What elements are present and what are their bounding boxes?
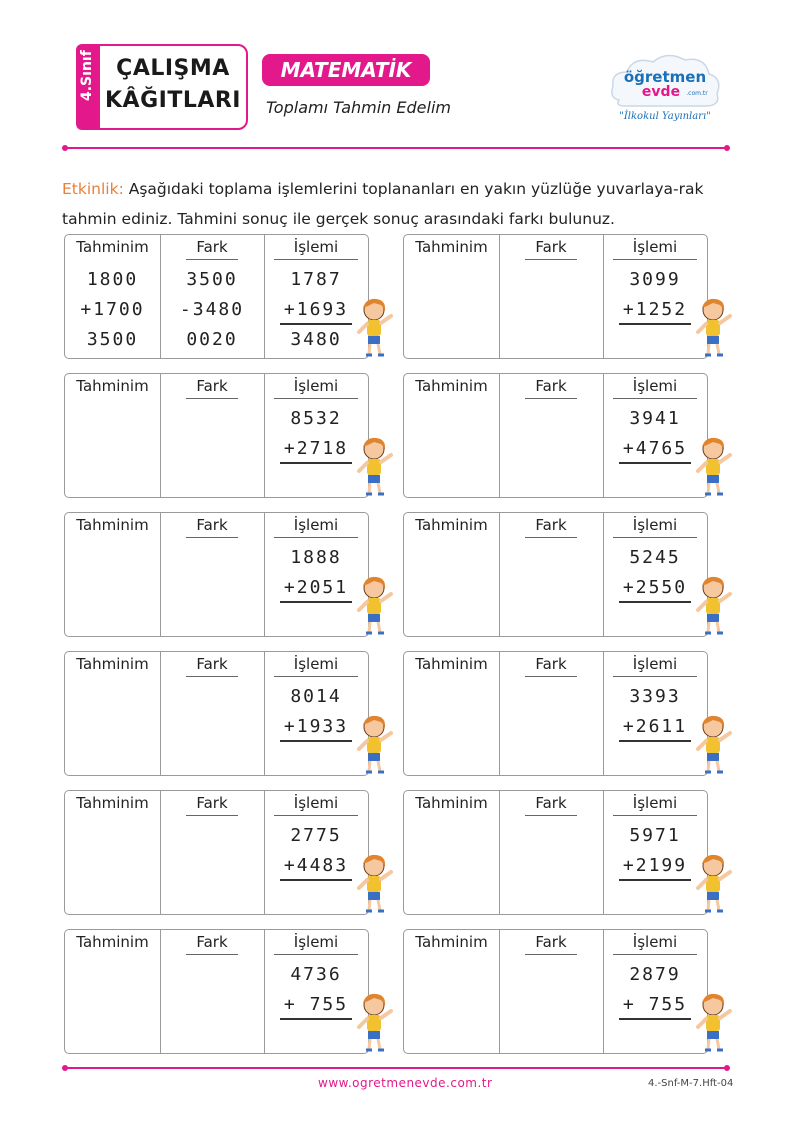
operation-addend-2: + 755 — [622, 994, 688, 1015]
header-underline — [274, 815, 358, 816]
sum-line — [280, 1018, 352, 1020]
column-header-estimate: Tahminim — [76, 377, 149, 395]
operation-addend-2: +4483 — [283, 855, 349, 876]
difference-minuend[interactable]: 3500 — [186, 269, 238, 290]
column-header-estimate: Tahminim — [415, 655, 488, 673]
operation-column — [603, 652, 707, 775]
estimate-column — [404, 513, 500, 636]
operation-addend-1: 2879 — [629, 964, 681, 985]
operation-column — [603, 513, 707, 636]
instruction-body: Aşağıdaki toplama işlemlerini toplananları en yakın yüzlüğe yuvarlaya-rak tahmin ediniz. Tahmini sonuç ile gerçek sonuç arasındaki farkı bulunuz. — [62, 180, 704, 228]
estimate-column — [65, 235, 161, 358]
operation-addend-1: 8014 — [290, 686, 342, 707]
operation-addend-1: 1888 — [290, 547, 342, 568]
logo-sub-text: evde — [641, 84, 681, 100]
difference-column — [160, 652, 265, 775]
operation-column — [603, 791, 707, 914]
header-underline — [186, 259, 238, 260]
column-header-operation: İşlemi — [632, 933, 678, 951]
header-underline — [525, 398, 577, 399]
child-mascot-icon — [354, 713, 394, 775]
operation-addend-2: +2718 — [283, 438, 349, 459]
sum-line — [280, 323, 352, 325]
operation-column — [603, 374, 707, 497]
logo-main-text: öğretmen — [623, 68, 707, 86]
column-header-estimate: Tahminim — [415, 516, 488, 534]
operation-column — [264, 235, 368, 358]
header-underline — [525, 259, 577, 260]
column-header-operation: İşlemi — [632, 794, 678, 812]
column-header-estimate: Tahminim — [76, 238, 149, 256]
exercise-card — [403, 929, 708, 1054]
estimate-column — [65, 652, 161, 775]
header-underline — [274, 954, 358, 955]
operation-addend-1: 5971 — [629, 825, 681, 846]
header-underline — [613, 954, 697, 955]
estimate-column — [404, 374, 500, 497]
operation-column — [603, 930, 707, 1053]
difference-column — [499, 791, 604, 914]
column-header-difference: Fark — [196, 794, 228, 812]
sum-line — [619, 462, 691, 464]
sum-line — [280, 740, 352, 742]
sum-line — [619, 323, 691, 325]
child-mascot-icon — [693, 435, 733, 497]
column-header-estimate: Tahminim — [76, 933, 149, 951]
column-header-difference: Fark — [535, 377, 567, 395]
cloud-icon — [605, 48, 725, 128]
column-header-estimate: Tahminim — [76, 794, 149, 812]
estimate-column — [404, 930, 500, 1053]
exercise-card — [403, 651, 708, 776]
logo-tagline: "İlkokul Yayınları" — [619, 111, 711, 122]
column-header-difference: Fark — [535, 794, 567, 812]
operation-addend-2: +2611 — [622, 716, 688, 737]
operation-addend-1: 2775 — [290, 825, 342, 846]
difference-column — [160, 235, 265, 358]
estimate-sum[interactable]: 3500 — [86, 329, 139, 350]
child-mascot-icon — [354, 296, 394, 358]
operation-addend-1: 1787 — [290, 269, 342, 290]
header-underline — [274, 259, 358, 260]
column-header-estimate: Tahminim — [76, 655, 149, 673]
difference-column — [160, 374, 265, 497]
sum-line — [619, 740, 691, 742]
column-header-estimate: Tahminim — [415, 794, 488, 812]
divider-dot — [724, 1065, 730, 1071]
operation-column — [264, 374, 368, 497]
operation-result[interactable]: 3480 — [290, 329, 342, 350]
difference-column — [499, 235, 604, 358]
child-mascot-icon — [354, 435, 394, 497]
column-header-operation: İşlemi — [293, 655, 339, 673]
operation-addend-1: 4736 — [290, 964, 342, 985]
difference-column — [499, 513, 604, 636]
header-underline — [525, 815, 577, 816]
operation-addend-1: 3099 — [629, 269, 681, 290]
child-mascot-icon — [354, 574, 394, 636]
column-header-difference: Fark — [196, 238, 228, 256]
operation-column — [264, 791, 368, 914]
exercise-card — [64, 512, 369, 637]
header-underline — [186, 676, 238, 677]
operation-addend-2: +1252 — [622, 299, 688, 320]
column-header-estimate: Tahminim — [415, 377, 488, 395]
column-header-estimate: Tahminim — [415, 933, 488, 951]
header-underline — [186, 954, 238, 955]
column-header-operation: İşlemi — [632, 238, 678, 256]
instruction-text — [62, 174, 726, 234]
grade-label: 4.Sınıf — [79, 50, 95, 101]
sum-line — [280, 879, 352, 881]
difference-column — [499, 652, 604, 775]
difference-subtrahend[interactable]: -3480 — [179, 299, 245, 320]
operation-addend-2: +1693 — [283, 299, 349, 320]
column-header-operation: İşlemi — [293, 377, 339, 395]
column-header-operation: İşlemi — [293, 238, 339, 256]
operation-column — [264, 930, 368, 1053]
column-header-operation: İşlemi — [632, 377, 678, 395]
column-header-operation: İşlemi — [293, 516, 339, 534]
estimate-addend-1[interactable]: 1800 — [86, 269, 139, 290]
child-mascot-icon — [693, 296, 733, 358]
difference-column — [499, 374, 604, 497]
header-underline — [274, 537, 358, 538]
operation-addend-2: +2199 — [622, 855, 688, 876]
column-header-operation: İşlemi — [632, 516, 678, 534]
header-underline — [525, 954, 577, 955]
header-underline — [613, 259, 697, 260]
estimate-column — [404, 652, 500, 775]
estimate-column — [65, 374, 161, 497]
exercise-card — [403, 234, 708, 359]
publisher-logo — [605, 48, 725, 128]
footer-url: www.ogretmenevde.com.tr — [318, 1076, 493, 1090]
operation-addend-1: 5245 — [629, 547, 681, 568]
sum-line — [280, 462, 352, 464]
estimate-column — [65, 791, 161, 914]
operation-addend-2: +2550 — [622, 577, 688, 598]
estimate-column — [65, 513, 161, 636]
operation-addend-1: 3941 — [629, 408, 681, 429]
operation-addend-2: +2051 — [283, 577, 349, 598]
exercise-card — [403, 373, 708, 498]
logo-domain-text: .com.tr — [686, 90, 708, 97]
divider-dot — [62, 145, 68, 151]
operation-column — [264, 513, 368, 636]
difference-column — [160, 930, 265, 1053]
header-underline — [613, 676, 697, 677]
column-header-operation: İşlemi — [293, 933, 339, 951]
sum-line — [619, 1018, 691, 1020]
header-divider — [66, 147, 726, 149]
header-underline — [186, 815, 238, 816]
column-header-difference: Fark — [535, 655, 567, 673]
title-line-2: KÂĞITLARI — [105, 88, 241, 113]
column-header-difference: Fark — [196, 377, 228, 395]
column-header-difference: Fark — [535, 238, 567, 256]
child-mascot-icon — [693, 991, 733, 1053]
estimate-column — [404, 235, 500, 358]
subject-badge: MATEMATİK — [262, 54, 430, 86]
footer-divider — [66, 1067, 726, 1069]
operation-column — [603, 235, 707, 358]
child-mascot-icon — [354, 991, 394, 1053]
header-underline — [186, 537, 238, 538]
operation-addend-1: 3393 — [629, 686, 681, 707]
exercise-card — [64, 929, 369, 1054]
difference-column — [160, 791, 265, 914]
header-underline — [274, 676, 358, 677]
column-header-difference: Fark — [196, 655, 228, 673]
operation-addend-1: 8532 — [290, 408, 342, 429]
divider-dot — [724, 145, 730, 151]
child-mascot-icon — [693, 713, 733, 775]
divider-dot — [62, 1065, 68, 1071]
header-underline — [613, 398, 697, 399]
exercise-card — [64, 234, 369, 359]
column-header-difference: Fark — [196, 516, 228, 534]
column-header-estimate: Tahminim — [76, 516, 149, 534]
difference-column — [160, 513, 265, 636]
child-mascot-icon — [693, 852, 733, 914]
child-mascot-icon — [693, 574, 733, 636]
difference-column — [499, 930, 604, 1053]
sum-line — [619, 879, 691, 881]
child-mascot-icon — [354, 852, 394, 914]
exercise-card — [64, 651, 369, 776]
column-header-operation: İşlemi — [632, 655, 678, 673]
exercise-card — [403, 512, 708, 637]
column-header-difference: Fark — [196, 933, 228, 951]
header-underline — [186, 398, 238, 399]
instruction-label: Etkinlik: — [62, 180, 124, 198]
column-header-estimate: Tahminim — [415, 238, 488, 256]
operation-addend-2: +4765 — [622, 438, 688, 459]
estimate-column — [404, 791, 500, 914]
column-header-operation: İşlemi — [293, 794, 339, 812]
exercise-card — [403, 790, 708, 915]
header-underline — [274, 398, 358, 399]
footer-code: 4.-Snf-M-7.Hft-04 — [648, 1078, 734, 1089]
column-header-difference: Fark — [535, 516, 567, 534]
page-subtitle: Toplamı Tahmin Edelim — [266, 98, 451, 117]
header-underline — [613, 537, 697, 538]
header-underline — [525, 676, 577, 677]
header-underline — [613, 815, 697, 816]
difference-result[interactable]: 0020 — [186, 329, 238, 350]
sum-line — [280, 601, 352, 603]
sum-line — [619, 601, 691, 603]
column-header-difference: Fark — [535, 933, 567, 951]
estimate-addend-2[interactable]: +1700 — [80, 299, 145, 320]
operation-addend-2: +1933 — [283, 716, 349, 737]
exercise-card — [64, 790, 369, 915]
estimate-column — [65, 930, 161, 1053]
header-underline — [525, 537, 577, 538]
title-line-1: ÇALIŞMA — [116, 56, 230, 81]
exercise-card — [64, 373, 369, 498]
operation-addend-2: + 755 — [283, 994, 349, 1015]
operation-column — [264, 652, 368, 775]
